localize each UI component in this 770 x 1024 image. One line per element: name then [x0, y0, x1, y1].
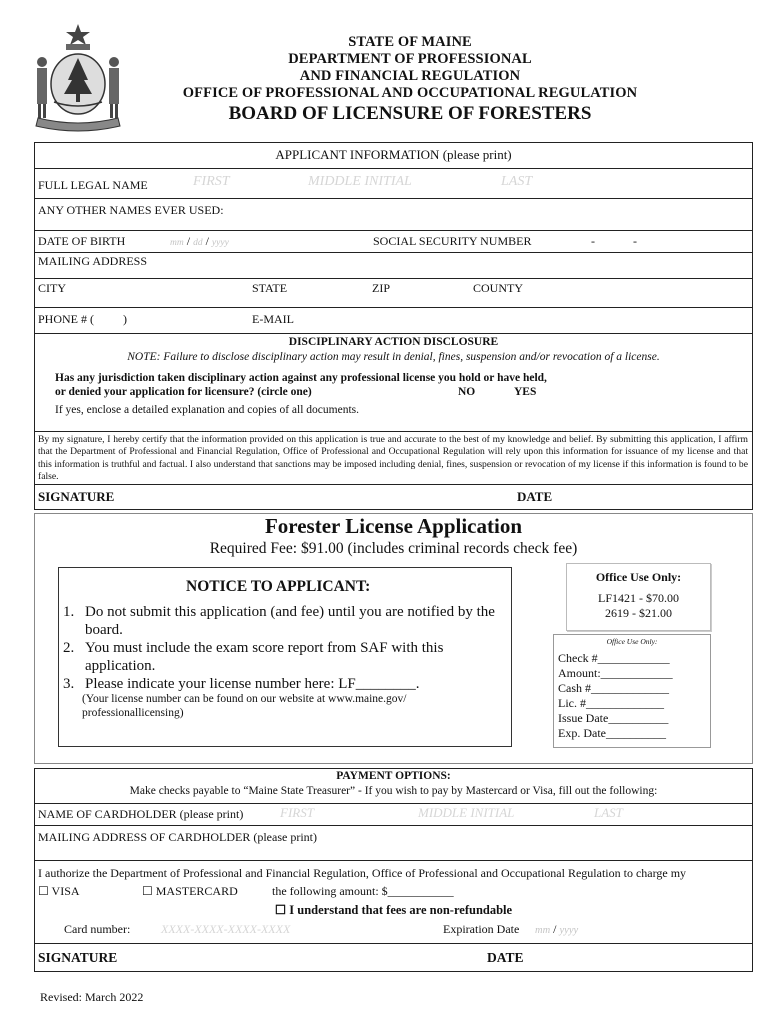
other-names-label: ANY OTHER NAMES EVER USED:: [38, 203, 224, 217]
exp-month-placeholder: mm: [535, 925, 551, 936]
certify-text: By my signature, I hereby certify that the information provided on this application is true and accurate to the best of my knowledge and belief. By submitting this application, I affirm that the Department of Professional and Financial Regulation, Office of Professional and Occupational Regulation will rely upon this information for issuance of my license and that this information is truthful and factual. I also understand that sanctions may be imposed including denial, fines, suspension or revocation of my license if this information is found to be false.: [38, 434, 748, 482]
notice-box: [58, 567, 512, 747]
middle-initial-input[interactable]: MIDDLE INITIAL: [308, 174, 412, 189]
dob-slash-2: /: [205, 234, 209, 248]
cardholder-name-row[interactable]: [35, 804, 752, 826]
ssn-dash-2: -: [633, 234, 637, 248]
application-section: [34, 513, 753, 764]
office-fee-2: 2619 - $21.00: [605, 606, 672, 620]
yes-option[interactable]: YES: [514, 386, 537, 398]
visa-checkbox[interactable]: ☐ VISA: [38, 884, 80, 898]
card-number-label: Card number:: [64, 922, 131, 936]
applicant-info-title: APPLICANT INFORMATION (please print): [275, 147, 512, 162]
phone-label: PHONE # (: [38, 312, 94, 326]
cardholder-last-input[interactable]: LAST: [594, 805, 623, 820]
signature-label: SIGNATURE: [38, 489, 115, 504]
city-label: CITY: [38, 281, 66, 295]
office-fee-1: LF1421 - $70.00: [598, 591, 679, 605]
notice-item-3: 3. Please indicate your license number here: LF________.: [63, 676, 420, 692]
city-state-row[interactable]: [35, 279, 752, 308]
notice-title: NOTICE TO APPLICANT:: [186, 578, 371, 595]
mailing-address-label: MAILING ADDRESS: [38, 254, 148, 268]
authorize-text: I authorize the Department of Professional and Financial Regulation, Office of Professional and Occupational Regulation to charge my: [38, 866, 687, 880]
header-line-1: STATE OF MAINE: [348, 34, 472, 50]
header-line-4: OFFICE OF PROFESSIONAL AND OCCUPATIONAL REGULATION: [182, 85, 638, 101]
office-cash-field[interactable]: Cash #_____________: [558, 681, 669, 695]
county-label: COUNTY: [473, 281, 523, 295]
charge-amount-field[interactable]: the following amount: $___________: [272, 884, 454, 898]
last-name-input[interactable]: LAST: [501, 174, 533, 189]
zip-label: ZIP: [372, 281, 390, 295]
header-line-3: AND FINANCIAL REGULATION: [299, 68, 521, 84]
cardholder-name-label: NAME OF CARDHOLDER (please print): [38, 807, 244, 821]
cardholder-address-row[interactable]: [35, 826, 752, 861]
disclosure-title: DISCIPLINARY ACTION DISCLOSURE: [288, 336, 499, 348]
payment-subtitle: Make checks payable to “Maine State Treasurer” - If you wish to pay by Mastercard or Visa, fill out the following:: [129, 785, 658, 797]
payment-header: [35, 769, 752, 804]
dob-year-placeholder: yyyy: [211, 238, 229, 248]
state-seal-logo: [30, 22, 126, 140]
dob-label: DATE OF BIRTH: [38, 234, 126, 248]
office-lic-field[interactable]: Lic. #_____________: [558, 696, 664, 710]
office-use-fields-box: [553, 634, 711, 748]
full-name-row[interactable]: [35, 169, 752, 199]
phone-paren: ): [123, 312, 127, 326]
license-number-note: (Your license number can be found on our website at www.maine.gov/ professionallicensing): [82, 693, 407, 719]
ssn-dash-1: -: [591, 234, 595, 248]
payment-date-label: DATE: [487, 950, 524, 965]
date-label: DATE: [517, 489, 553, 504]
dob-input[interactable]: [170, 234, 229, 249]
disclosure-if-yes: If yes, enclose a detailed explanation and copies of all documents.: [55, 404, 360, 416]
expiration-label: Expiration Date: [443, 922, 520, 936]
revised-date: Revised: March 2022: [40, 990, 144, 1004]
nonrefundable-checkbox[interactable]: ☐ I understand that fees are non-refundable: [274, 903, 513, 917]
payment-signature-row[interactable]: [35, 944, 752, 971]
full-name-label: FULL LEGAL NAME: [38, 178, 148, 192]
state-label: STATE: [252, 281, 288, 295]
office-issue-date-field[interactable]: Issue Date__________: [558, 711, 669, 725]
office-use-title: Office Use Only:: [595, 570, 682, 584]
cardholder-middle-input[interactable]: MIDDLE INITIAL: [418, 805, 515, 820]
cardholder-first-input[interactable]: FIRST: [280, 805, 314, 820]
exp-slash: /: [553, 922, 557, 936]
cardholder-address-label: MAILING ADDRESS OF CARDHOLDER (please print): [38, 830, 317, 844]
expiration-input[interactable]: [535, 922, 578, 937]
required-fee: Required Fee: $91.00 (includes criminal records check fee): [209, 540, 578, 557]
disclosure-question-line2: or denied your application for licensure? (circle one): [55, 386, 312, 398]
exp-year-placeholder: yyyy: [559, 925, 579, 936]
email-label: E-MAIL: [252, 312, 294, 326]
authorize-section: [35, 861, 752, 944]
notice-item-1: 1. Do not submit this application (and fee) until you are notified by the board.: [63, 604, 495, 638]
mastercard-checkbox[interactable]: ☐ MASTERCARD: [142, 884, 238, 898]
disclosure-question-line1: Has any jurisdiction taken disciplinary action against any professional license you hold or have held,: [55, 372, 547, 384]
office-exp-date-field[interactable]: Exp. Date__________: [558, 726, 666, 740]
notice-item-2: 2. You must include the exam score report from SAF with this application.: [63, 640, 444, 674]
payment-section: [34, 768, 753, 972]
payment-signature-label: SIGNATURE: [38, 950, 118, 965]
office-use-small-title: Office Use Only:: [606, 637, 658, 646]
dob-month-placeholder: mm: [170, 238, 184, 248]
dob-slash-1: /: [186, 234, 191, 248]
payment-title: PAYMENT OPTIONS:: [336, 770, 451, 782]
header-line-2: DEPARTMENT OF PROFESSIONAL: [288, 51, 532, 67]
board-title: BOARD OF LICENSURE OF FORESTERS: [228, 103, 592, 124]
phone-email-row[interactable]: [35, 308, 752, 334]
applicant-section: [34, 142, 753, 510]
disclosure-section: [35, 334, 752, 432]
card-number-input[interactable]: XXXX-XXXX-XXXX-XXXX: [161, 922, 291, 936]
dob-day-placeholder: dd: [193, 238, 203, 248]
office-fields: [558, 651, 673, 741]
dob-ssn-row: [35, 231, 752, 253]
page-header: [140, 34, 680, 125]
office-check-field[interactable]: Check #____________: [558, 651, 670, 665]
office-amount-field[interactable]: Amount:____________: [558, 666, 673, 680]
office-use-box: [566, 563, 711, 631]
ssn-label: SOCIAL SECURITY NUMBER: [373, 234, 532, 248]
signature-row[interactable]: [35, 485, 752, 509]
other-names-row[interactable]: [35, 199, 752, 231]
disclosure-note: NOTE: Failure to disclose disciplinary action may result in denial, fines, suspension and/or revocation of a license.: [127, 351, 660, 363]
first-name-input[interactable]: FIRST: [193, 174, 230, 189]
no-option[interactable]: NO: [458, 386, 476, 398]
mailing-address-row[interactable]: [35, 253, 752, 279]
notice-list: [63, 603, 503, 693]
application-title: Forester License Application: [264, 514, 523, 538]
certify-section: [35, 432, 752, 485]
